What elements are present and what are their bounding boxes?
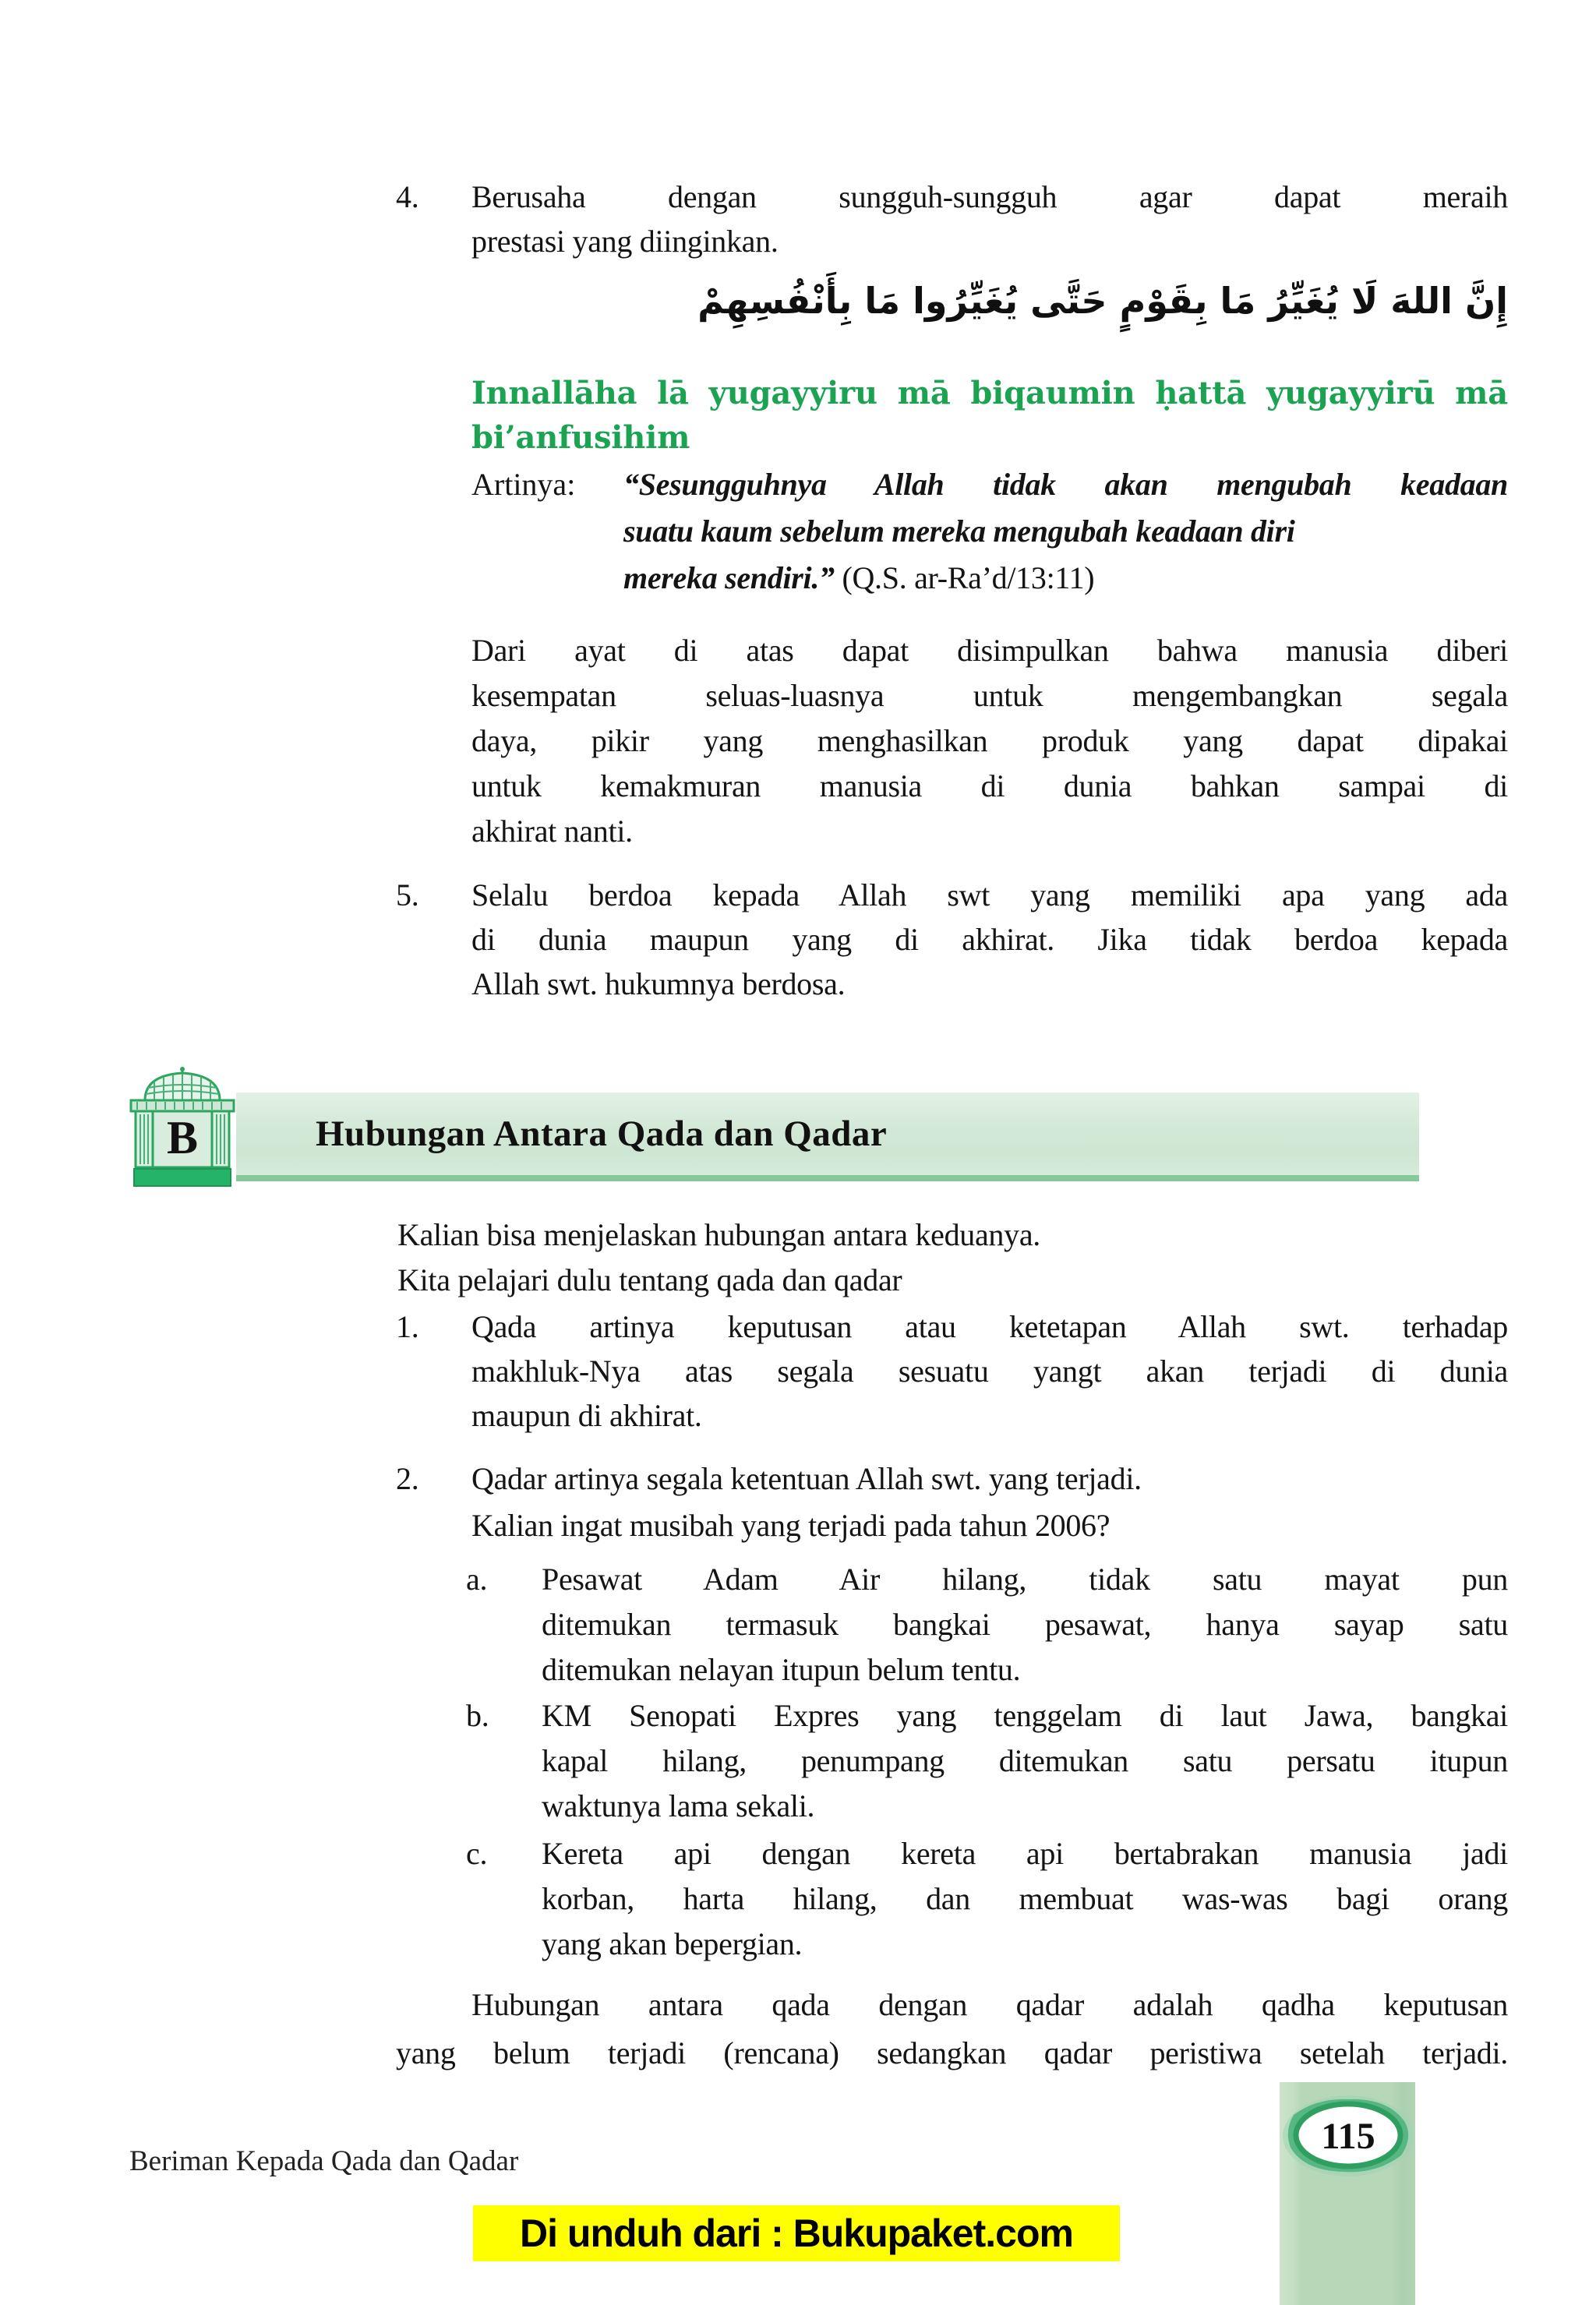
list-item-4 bbox=[396, 175, 1508, 263]
list-item-5-text: Selalu berdoa kepada Allah swt yang memiliki apa yang ada di dunia maupun yang di akhirat. Jika tidak berdoa kepada Allah swt. hukumnya berdosa. bbox=[471, 877, 1508, 1001]
sub-item-c-text: Kereta api dengan kereta api bertabrakan manusia jadi korban, harta hilang, dan membuat was-was bagi orang yang akan bepergian. bbox=[542, 1836, 1508, 1961]
list-item-4-text: Berusaha dengan sungguh-sungguh agar dapat meraih prestasi yang diinginkan. bbox=[471, 179, 1508, 259]
sub-item-b bbox=[466, 1693, 1508, 1829]
list-item-2 bbox=[396, 1456, 1508, 1549]
conclusion-paragraph: Dari ayat di atas dapat disimpulkan bahwa manusia diberi kesempatan seluas-luasnya untuk mengembangkan segala daya, pikir yang menghasilkan produk yang dapat dipakai untuk kemakmuran manusia di dunia bahkan sampai di akhirat nanti. bbox=[471, 633, 1508, 849]
sub-item-a-text: Pesawat Adam Air hilang, tidak satu mayat pun ditemukan termasuk bangkai pesawat, hanya sayap satu ditemukan nelayan itupun belum tentu. bbox=[542, 1562, 1508, 1687]
verse-citation: (Q.S. ar-Ra’d/13:11) bbox=[842, 560, 1095, 595]
list-item-5-marker: 5. bbox=[396, 877, 419, 912]
arabic-verse: إِنَّ اللهَ لَا يُغَيِّرُ مَا بِقَوْمٍ حَتَّى يُغَيِّرُوا مَا بِأَنْفُسِهِمْ bbox=[697, 280, 1508, 322]
download-banner: Di unduh dari : Bukupaket.com bbox=[473, 2205, 1120, 2261]
verse-transliteration: Innallāha lā yugayyiru mā biqaumin ḥattā yugayyirū mā bi’anfusihim bbox=[471, 375, 1508, 456]
translation-text: “Sesungguhnya Allah tidak akan mengubah keadaan suatu kaum sebelum mereka mengubah keadaan diri mereka sendiri.” (Q.S. ar-Ra’d/13:11) bbox=[623, 467, 1508, 595]
list-item-5 bbox=[396, 873, 1508, 1006]
sub-item-c bbox=[466, 1831, 1508, 1967]
mosque-icon bbox=[128, 1066, 237, 1189]
sub-item-c-marker: c. bbox=[466, 1836, 488, 1871]
list-item-1 bbox=[396, 1304, 1508, 1438]
list-item-1-text: Qada artinya keputusan atau ketetapan Allah swt. terhadap makhluk-Nya atas segala sesuatu yangt akan terjadi di dunia maupun di akhirat. bbox=[471, 1309, 1508, 1433]
sub-item-b-text: KM Senopati Expres yang tenggelam di laut Jawa, bangkai kapal hilang, penumpang ditemukan satu persatu itupun waktunya lama sekali. bbox=[542, 1698, 1508, 1823]
section-letter: B bbox=[166, 1112, 199, 1163]
sub-item-a bbox=[466, 1557, 1508, 1693]
section-intro: Kalian bisa menjelaskan hubungan antara keduanya. Kita pelajari dulu tentang qada dan qadar bbox=[397, 1217, 1040, 1297]
footer-chapter-title: Beriman Kepada Qada dan Qadar bbox=[129, 2145, 519, 2177]
translation-last-line: mereka sendiri.” bbox=[623, 560, 835, 595]
section-title: Hubungan Antara Qada dan Qadar bbox=[316, 1114, 888, 1154]
list-item-2-text: Qadar artinya segala ketentuan Allah swt. yang terjadi. Kalian ingat musibah yang terjadi pada tahun 2006? bbox=[471, 1461, 1142, 1543]
list-item-2-marker: 2. bbox=[396, 1461, 419, 1496]
section-banner bbox=[236, 1092, 1419, 1181]
sub-item-b-marker: b. bbox=[466, 1698, 489, 1733]
list-item-1-marker: 1. bbox=[396, 1309, 419, 1344]
page-number: 115 bbox=[1321, 2116, 1375, 2157]
sub-item-a-marker: a. bbox=[466, 1562, 488, 1597]
page-number-badge bbox=[1278, 2091, 1418, 2182]
list-item-4-marker: 4. bbox=[396, 179, 419, 214]
closing-paragraph: Hubungan antara qada dengan qadar adalah qadha keputusan yang belum terjadi (rencana) sedangkan qadar peristiwa setelah terjadi. bbox=[396, 1987, 1508, 2070]
artinya-label: Artinya: bbox=[471, 467, 576, 502]
